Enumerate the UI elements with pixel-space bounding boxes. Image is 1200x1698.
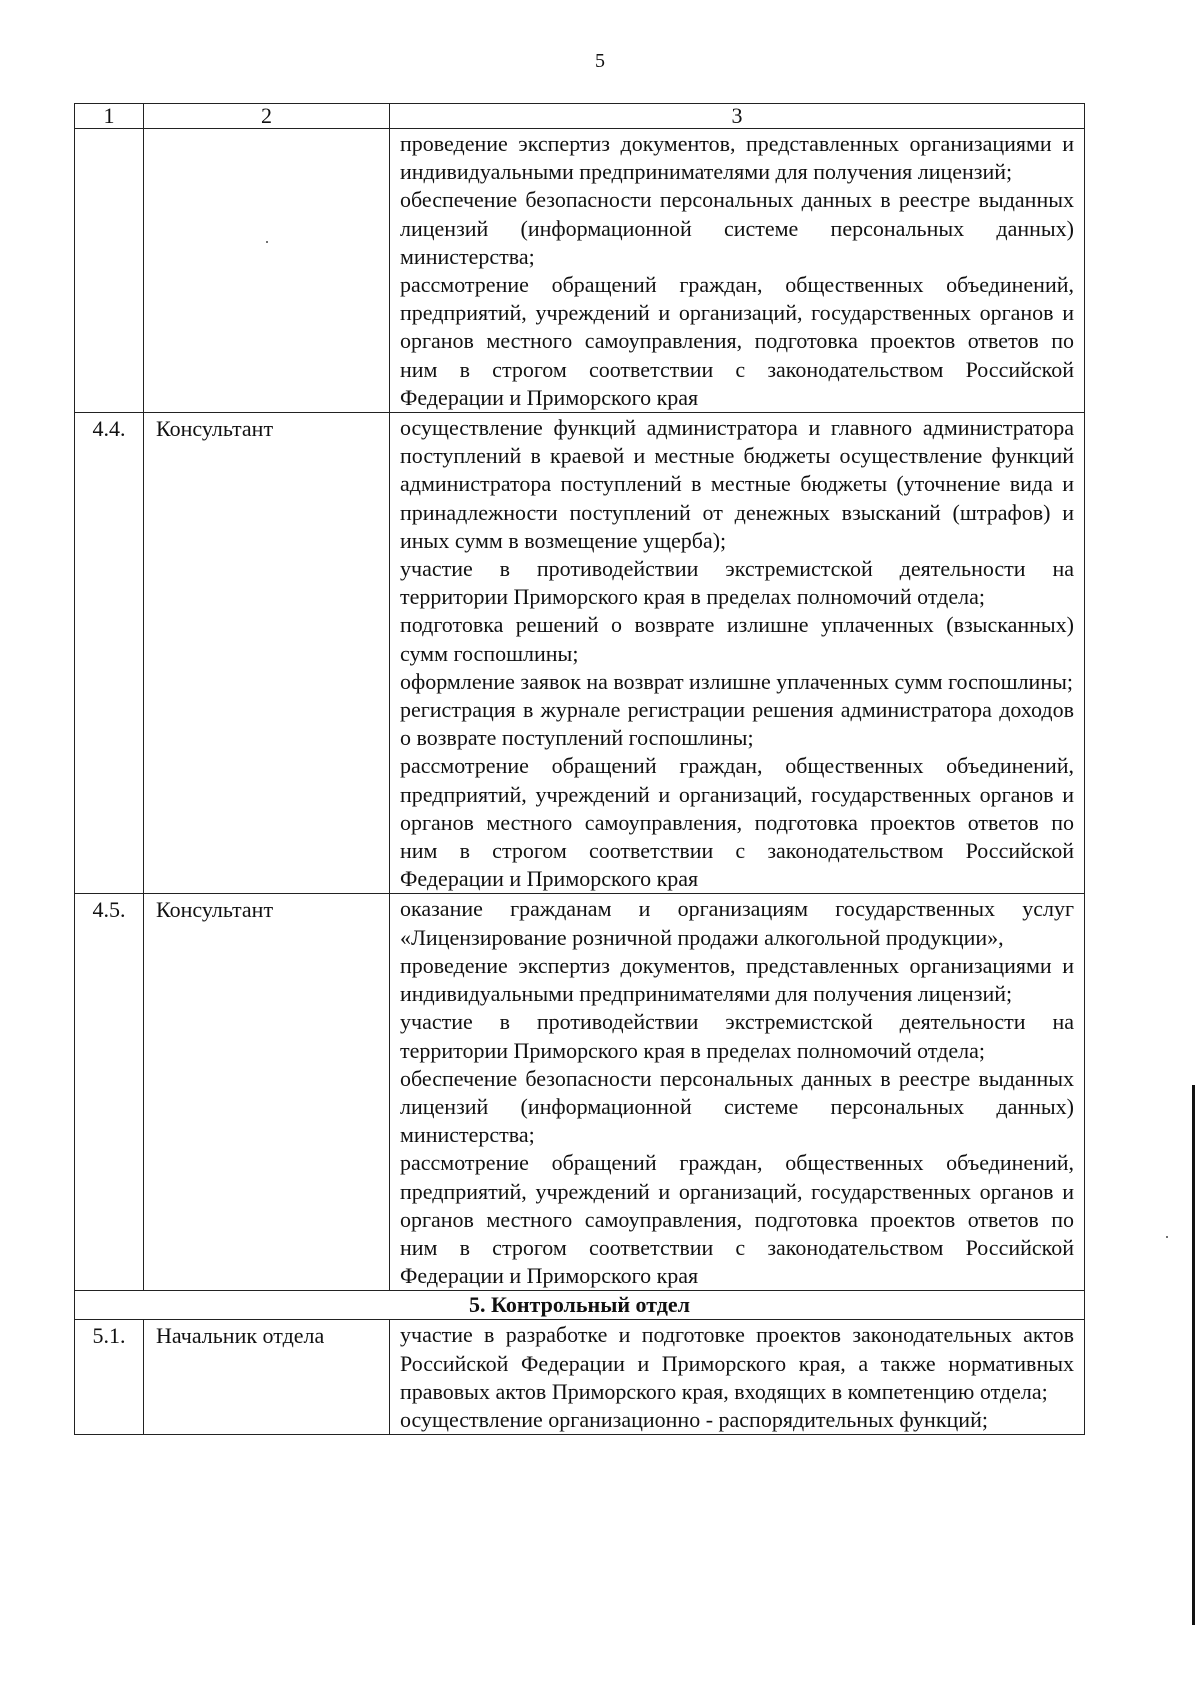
duty-item: рассмотрение обращений граждан, общественных объединений, предприятий, учреждений и организаций, государственных органов и органов местного самоуправления, подготовка проектов ответов по ним в строгом соответствии с законодательством Российской Федерации и Приморского края (400, 1150, 1074, 1289)
duty-item: осуществление функций администратора и главного администратора поступлений в краевой и местные бюджеты осуществление функций администратора поступлений в местные бюджеты (уточнение вида и принадлежности поступлений от денежных взысканий (штрафов) и иных сумм в возмещение ущерба); (400, 415, 1074, 553)
duty-item: обеспечение безопасности персональных данных в реестре выданных лицензий (информационной системе персональных данных) министерства; (400, 1065, 1074, 1148)
duty-item: проведение экспертиз документов, представленных организациями и индивидуальными предпринимателями для получения лицензий; (400, 131, 1074, 185)
duty-item: обеспечение безопасности персональных данных в реестре выданных лицензий (информационной системе персональных данных) министерства; (400, 187, 1074, 269)
table-row-4-4 (75, 413, 1085, 894)
row-number (75, 129, 144, 413)
duty-item: рассмотрение обращений граждан, общественных объединений, предприятий, учреждений и организаций, государственных органов и органов местного самоуправления, подготовка проектов ответов по ним в строгом соответствии с законодательством Российской Федерации и Приморского края (400, 272, 1074, 410)
section-title: 5. Контрольный отдел (75, 1291, 1085, 1320)
scan-speck (1166, 1236, 1168, 1238)
header-cell-3: 3 (390, 104, 1085, 129)
row-duties (390, 413, 1085, 894)
table-header-row (75, 104, 1085, 129)
scan-edge-mark (1192, 1085, 1195, 1625)
duty-item: проведение экспертиз документов, представленных организациями и индивидуальными предпринимателями для получения лицензий; (400, 952, 1074, 1007)
section-heading-row (75, 1291, 1085, 1320)
duty-item: оказание гражданам и организациям государственных услуг «Лицензирование розничной продажи алкогольной продукции», (400, 896, 1074, 950)
duty-item: участие в разработке и подготовке проектов законодательных актов Российской Федерации и Приморского края, а также нормативных правовых актов Приморского края, входящих в компетенцию отдела; (400, 1322, 1074, 1404)
duty-item: участие в противодействии экстремистской деятельности на территории Приморского края в пределах полномочий отдела; (400, 556, 1074, 610)
page-number: 5 (595, 50, 605, 72)
table-row-5-1 (75, 1320, 1085, 1435)
header-cell-2: 2 (144, 104, 390, 129)
duties-table (74, 103, 1085, 1435)
row-duties (390, 129, 1085, 413)
row-duties (390, 894, 1085, 1291)
row-position (144, 129, 390, 413)
row-number: 4.5. (75, 894, 144, 1291)
duty-item: рассмотрение обращений граждан, общественных объединений, предприятий, учреждений и организаций, государственных органов и органов местного самоуправления, подготовка проектов ответов по ним в строгом соответствии с законодательством Российской Федерации и Приморского края (400, 753, 1074, 892)
duty-item: оформление заявок на возврат излишне уплаченных сумм госпошлины; (400, 668, 1073, 694)
table-row-4-5 (75, 894, 1085, 1291)
duty-item: участие в противодействии экстремистской деятельности на территории Приморского края в пределах полномочий отдела; (400, 1009, 1074, 1063)
row-position: Консультант (144, 894, 390, 1291)
scan-speck (266, 241, 268, 243)
row-number: 4.4. (75, 413, 144, 894)
table-row-continued (75, 129, 1085, 413)
row-position: Консультант (144, 413, 390, 894)
row-number: 5.1. (75, 1320, 144, 1435)
duty-item: осуществление организационно - распорядительных функций; (400, 1406, 988, 1432)
row-position: Начальник отдела (144, 1320, 390, 1435)
header-cell-1: 1 (75, 104, 144, 129)
duty-item: регистрация в журнале регистрации решения администратора доходов о возврате поступлений госпошлины; (400, 697, 1074, 751)
duty-item: подготовка решений о возврате излишне уплаченных (взысканных) сумм госпошлины; (400, 612, 1074, 666)
row-duties (390, 1320, 1085, 1435)
